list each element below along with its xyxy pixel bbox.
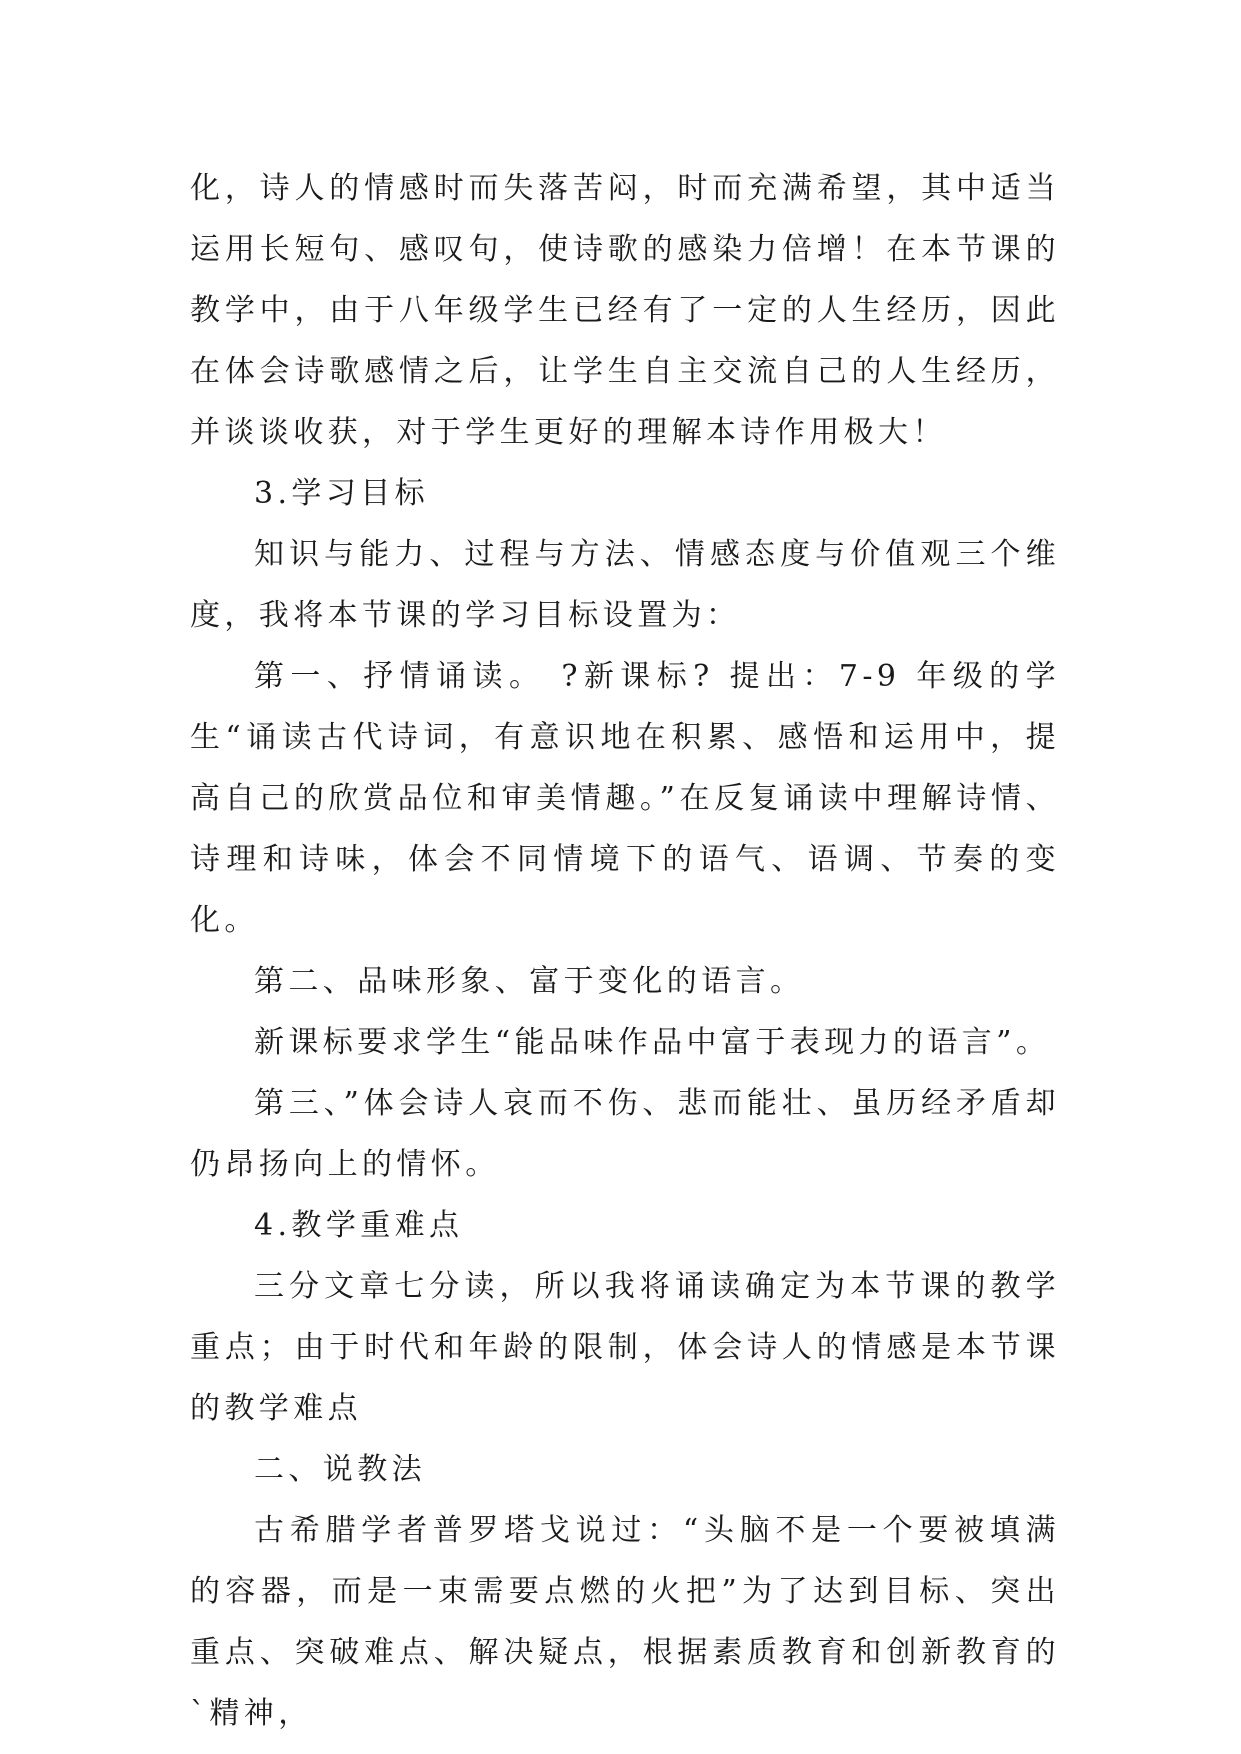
paragraph-goals-intro: 知识与能力、过程与方法、情感态度与价值观三个维度，我将本节课的学习目标设置为： — [190, 537, 1060, 633]
paragraph-key-points: 三分文章七分读，所以我将诵读确定为本节课的教学重点；由于时代和年龄的限制，体会诗人的情感是本节课的教学难点 — [190, 1269, 1060, 1426]
paragraph-goal-two: 第二、品味形象、富于变化的语言。 — [254, 964, 805, 999]
section-heading-learning-goals: 3.学习目标 — [254, 476, 430, 511]
paragraph-goal-one: 第一、抒情诵读。 ?新课标? 提出：7-9 年级的学生“诵读古代诗词，有意识地在积累、感悟和运用中，提高自己的欣赏品位和审美情趣。”在反复诵读中理解诗情、诗理和诗味，体会不同情境下的语气、语调、节奏的变化。 — [190, 659, 1060, 938]
paragraph-goal-three: 第三、”体会诗人哀而不伤、悲而能壮、虽历经矛盾却仍昂扬向上的情怀。 — [190, 1086, 1060, 1182]
document-body — [190, 158, 1060, 1744]
section-heading-key-points: 4.教学重难点 — [254, 1208, 464, 1243]
paragraph-goal-two-detail: 新课标要求学生“能品味作品中富于表现力的语言”。 — [254, 1025, 1051, 1060]
paragraph-teaching-method: 古希腊学者普罗塔戈说过：“头脑不是一个要被填满的容器，而是一束需要点燃的火把”为了达到目标、突出重点、突破难点、解决疑点，根据素质教育和创新教育的`精神， — [190, 1513, 1060, 1731]
section-heading-teaching-method: 二、说教法 — [254, 1452, 426, 1487]
paragraph-continuation: 化，诗人的情感时而失落苦闷，时而充满希望，其中适当运用长短句、感叹句，使诗歌的感染力倍增！在本节课的教学中，由于八年级学生已经有了一定的人生经历，因此在体会诗歌感情之后，让学生自主交流自己的人生经历，并谈谈收获，对于学生更好的理解本诗作用极大！ — [190, 171, 1060, 450]
